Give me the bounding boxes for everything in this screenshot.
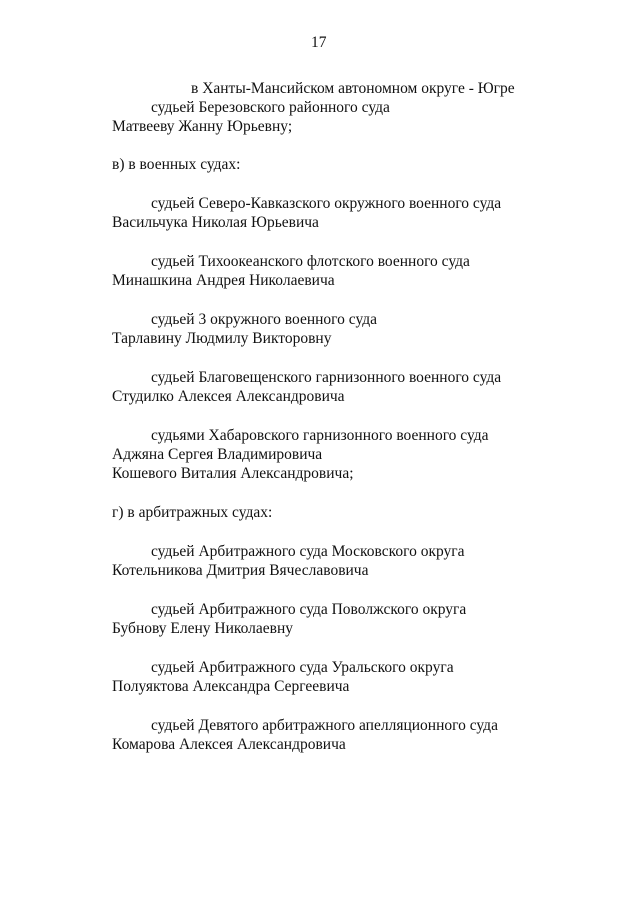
appointment-title: судьей Арбитражного суда Уральского округа [151,659,454,676]
appointment-title: судьями Хабаровского гарнизонного военного суда [151,427,489,444]
appointment-title: судьей Северо-Кавказского окружного военного суда [151,195,502,212]
appointment-title: судьей Тихоокеанского флотского военного суда [151,253,470,270]
judge-name: Васильчука Николая Юрьевича [112,214,319,231]
judge-name: Бубнову Елену Николаевну [112,620,294,637]
appointment-title: судьей Арбитражного суда Московского округа [151,543,465,560]
judge-name: Минашкина Андрея Николаевича [112,272,335,289]
judge-name: Тарлавину Людмилу Викторовну [112,330,332,347]
appointment-title: судьей Благовещенского гарнизонного военного суда [151,369,502,386]
appointment-title: судьей Девятого арбитражного апелляционного суда [151,717,498,734]
judge-name: Студилко Алексея Александровича [112,388,345,405]
appointment-title: судьей Арбитражного суда Поволжского округа [151,601,467,618]
judge-name: Аджяна Сергея Владимировича [112,446,323,463]
judge-name: Матвееву Жанну Юрьевну; [112,118,293,135]
section-heading-arbitration: г) в арбитражных судах: [112,504,273,521]
region-line: в Ханты-Мансийском автономном округе - Югре [191,80,515,97]
judge-name: Полуяктова Александра Сергеевича [112,678,350,695]
appointment-title: судьей 3 окружного военного суда [151,311,377,328]
judge-name: Котельникова Дмитрия Вячеславовича [112,562,369,579]
appointment-title: судьей Березовского районного суда [151,99,390,116]
judge-name: Кошевого Виталия Александровича; [112,465,354,482]
section-heading-military: в) в военных судах: [112,156,241,173]
page-number: 17 [311,34,327,51]
judge-name: Комарова Алексея Александровича [112,736,346,753]
